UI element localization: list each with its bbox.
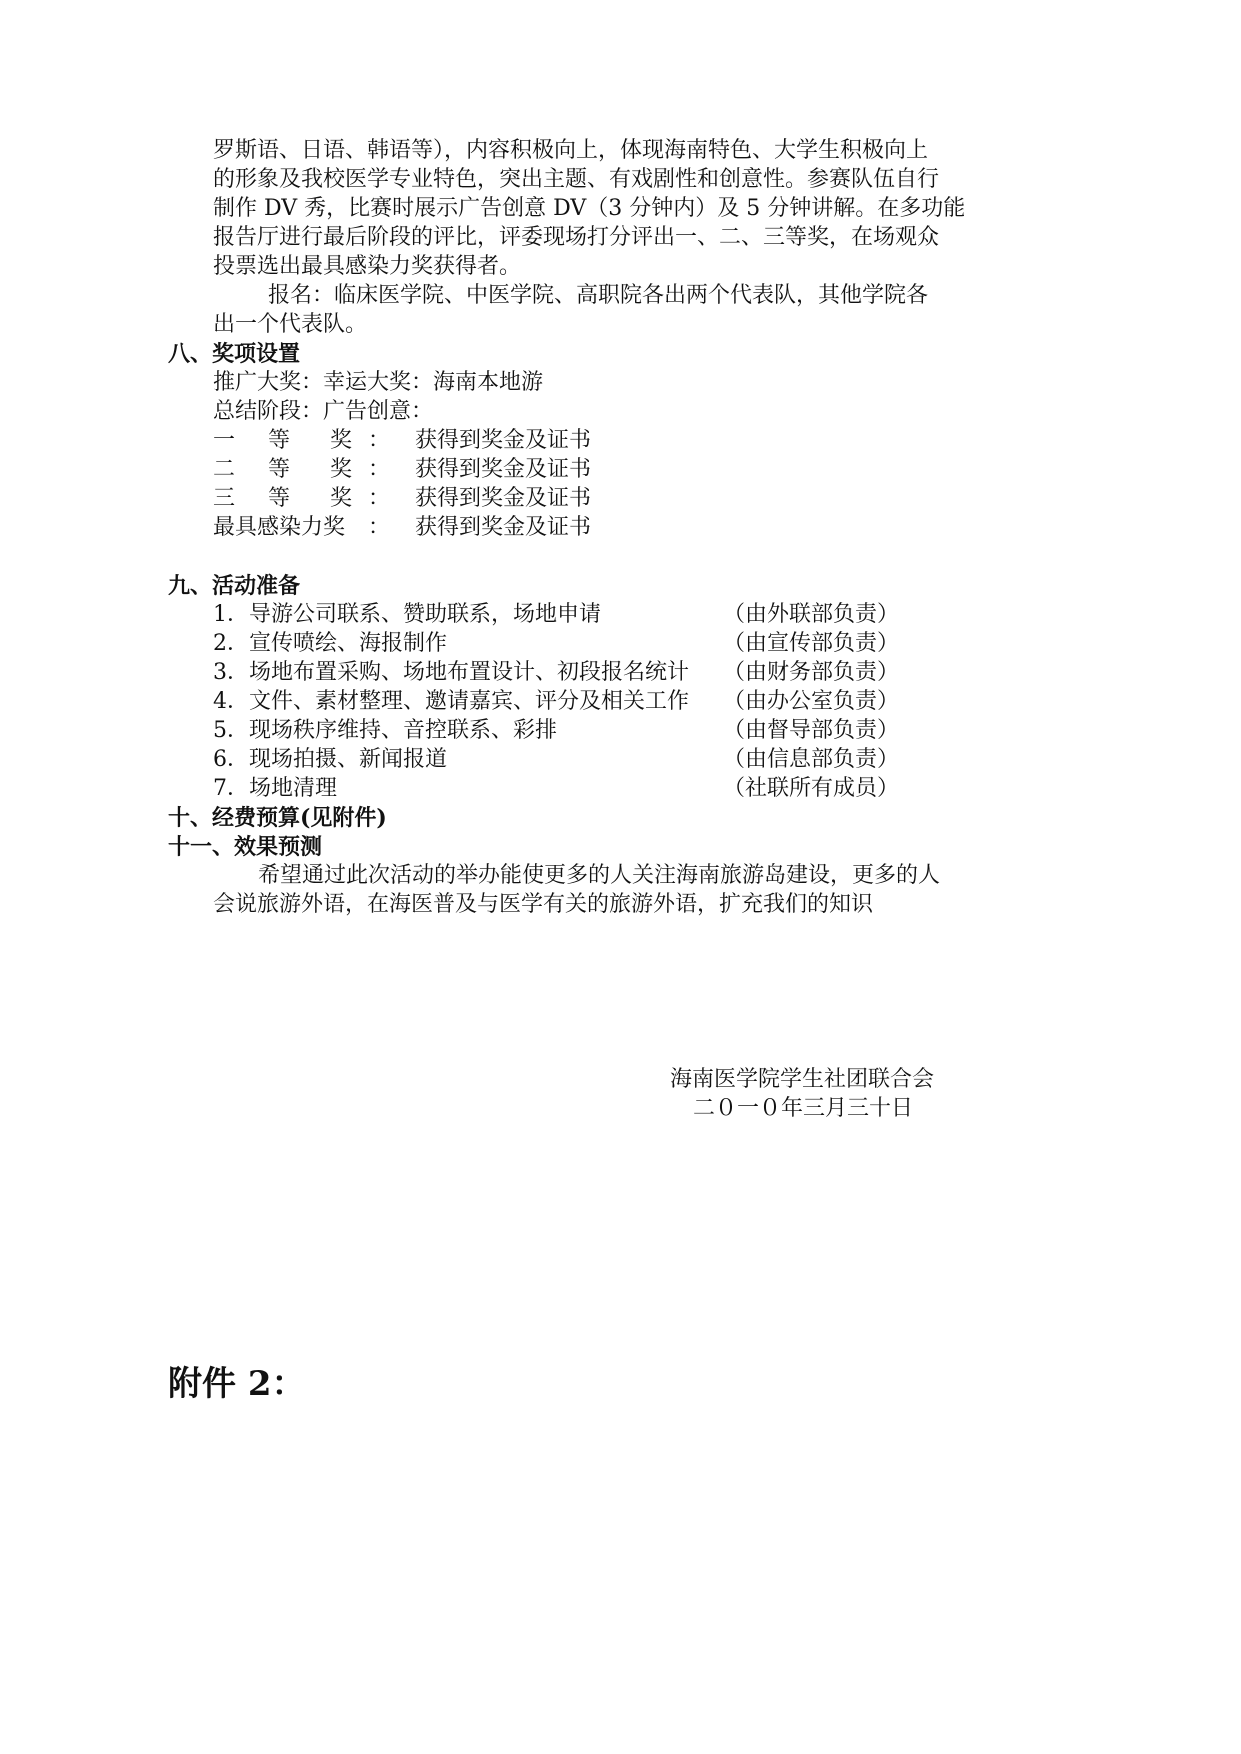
section-11-heading: 十一、效果预测 [168,834,323,860]
section-9-heading: 九、活动准备 [168,573,301,599]
award-colon: ： [368,515,391,540]
prep-task: 5．现场秩序维持、音控联系、彩排 [213,718,557,743]
signup-line-1: 报名：临床医学院、中医学院、高职院各出两个代表队，其他学院各 [268,283,929,308]
prep-owner: （由办公室负责） [723,689,900,714]
signature-org: 海南医学院学生社团联合会 [670,1067,935,1092]
prep-task: 1．导游公司联系、赞助联系，场地申请 [213,602,601,627]
award-row-third [213,483,813,515]
award-char: 等 [268,428,291,453]
intro-line-1: 罗斯语、日语、韩语等），内容积极向上，体现海南特色、大学生积极向上 [213,138,929,163]
prep-item [213,599,1013,631]
award-char: 奖 [330,428,353,453]
prep-item [213,744,1013,776]
prep-item [213,686,1013,718]
effect-line-1: 希望通过此次活动的举办能使更多的人关注海南旅游岛建设，更多的人 [258,863,941,888]
award-char: 奖 [330,486,353,511]
award-prize: 获得到奖金及证书 [415,457,592,482]
intro-line-2: 的形象及我校医学专业特色，突出主题、有戏剧性和创意性。参赛队伍自行 [213,167,940,192]
award-rank: 二 [213,457,236,482]
award-prize: 获得到奖金及证书 [415,486,592,511]
signature-date: 二０一０年三月三十日 [693,1096,914,1121]
award-rank: 一 [213,428,236,453]
promo-award-line: 推广大奖：幸运大奖：海南本地游 [213,370,544,395]
prep-item [213,715,1013,747]
award-prize: 获得到奖金及证书 [415,515,592,540]
effect-line-2: 会说旅游外语，在海医普及与医学有关的旅游外语，扩充我们的知识 [213,892,874,917]
prep-owner: （由信息部负责） [723,747,900,772]
prep-owner: （由外联部负责） [723,602,900,627]
award-colon: ： [368,486,391,511]
section-8-heading: 八、奖项设置 [168,341,301,367]
award-colon: ： [368,457,391,482]
award-row-first [213,425,813,457]
award-char: 等 [268,457,291,482]
award-char: 等 [268,486,291,511]
prep-task: 7．场地清理 [213,776,337,801]
signup-line-2: 出一个代表队。 [213,312,368,337]
prep-item [213,657,1013,689]
prep-owner: （由宣传部负责） [723,631,900,656]
award-colon: ： [368,428,391,453]
prep-task: 6．现场拍摄、新闻报道 [213,747,447,772]
section-10-heading: 十、经费预算(见附件) [168,805,387,831]
summary-stage-line: 总结阶段：广告创意： [213,399,434,424]
prep-item [213,628,1013,660]
award-row-second [213,454,813,486]
intro-line-3: 制作 DV 秀，比赛时展示广告创意 DV（3 分钟内）及 5 分钟讲解。在多功能 [213,196,966,221]
prep-owner: （社联所有成员） [723,776,900,801]
attachment-label: 附件 2： [168,1364,306,1404]
intro-line-5: 投票选出最具感染力奖获得者。 [213,254,522,279]
award-special-name: 最具感染力奖 [213,515,346,540]
prep-item [213,773,1013,805]
award-row-special [213,512,813,544]
prep-task: 4．文件、素材整理、邀请嘉宾、评分及相关工作 [213,689,689,714]
award-char: 奖 [330,457,353,482]
prep-task: 3．场地布置采购、场地布置设计、初段报名统计 [213,660,689,685]
award-prize: 获得到奖金及证书 [415,428,592,453]
prep-owner: （由财务部负责） [723,660,900,685]
award-rank: 三 [213,486,236,511]
prep-owner: （由督导部负责） [723,718,900,743]
prep-task: 2．宣传喷绘、海报制作 [213,631,447,656]
intro-line-4: 报告厅进行最后阶段的评比，评委现场打分评出一、二、三等奖，在场观众 [213,225,940,250]
